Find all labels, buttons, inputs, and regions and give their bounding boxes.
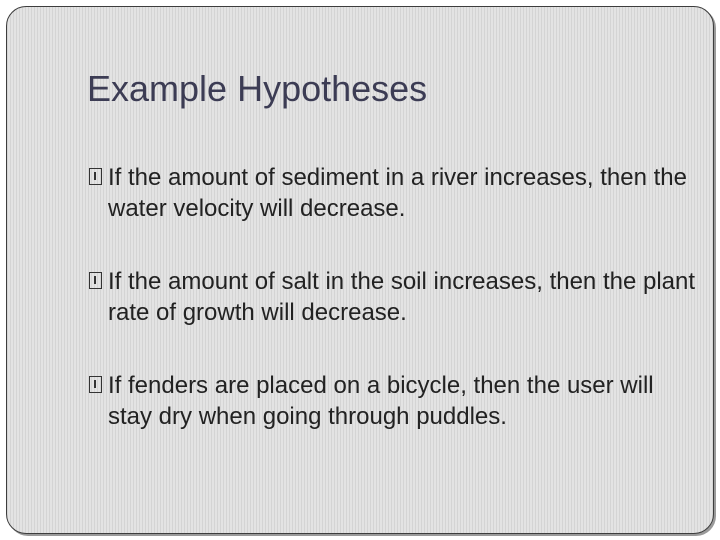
bullet-list [89, 162, 699, 474]
bullet-text-2: If the amount of salt in the soil increases, then the plant rate of growth will decrease. [108, 268, 696, 326]
bullet-item-1 [89, 162, 699, 224]
bullet-item-3 [89, 370, 699, 432]
missing-glyph-icon [89, 376, 102, 393]
slide-frame [6, 6, 714, 534]
slide-title: Example Hypotheses [87, 68, 428, 109]
bullet-text-1: If the amount of sediment in a river increases, then the water velocity will decrease. [108, 164, 687, 222]
missing-glyph-icon [89, 272, 102, 289]
bullet-text-3: If fenders are placed on a bicycle, then the user will stay dry when going through puddles. [108, 372, 654, 430]
bullet-item-2 [89, 266, 699, 328]
missing-glyph-icon [89, 168, 102, 185]
